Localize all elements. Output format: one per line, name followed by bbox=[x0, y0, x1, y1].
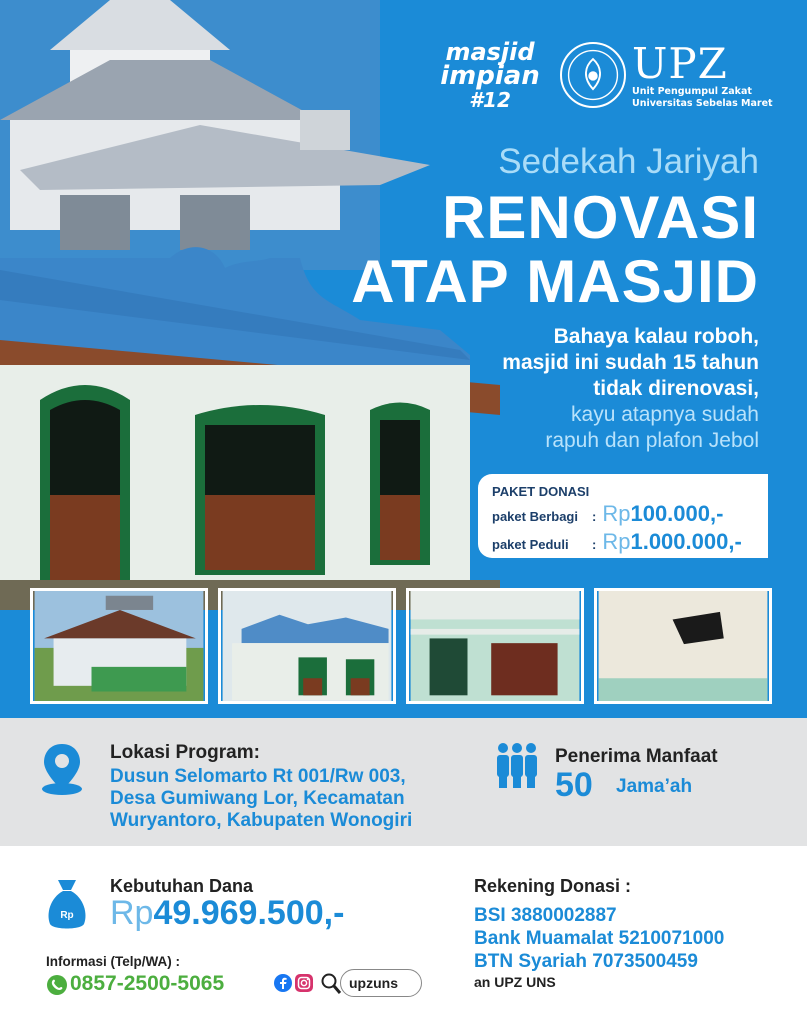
upz-logo bbox=[632, 39, 773, 110]
location-address bbox=[110, 766, 412, 832]
beneficiaries-count: 50 bbox=[555, 766, 593, 804]
paket-value: 100.000,- bbox=[630, 501, 724, 526]
paket-sep: : bbox=[592, 537, 597, 552]
headline-line2: ATAP MASJID bbox=[351, 248, 759, 315]
funding-title: Kebutuhan Dana bbox=[110, 876, 254, 896]
kicker-title: Sedekah Jariyah bbox=[498, 142, 759, 181]
brand-number: #12 bbox=[469, 88, 511, 112]
upz-name-line1: Unit Pengumpul Zakat bbox=[632, 86, 752, 97]
funding-value: 49.969.500,- bbox=[153, 894, 345, 932]
headline-line1: RENOVASI bbox=[442, 184, 759, 251]
paket-rp: Rp bbox=[602, 501, 631, 526]
facebook-icon[interactable] bbox=[274, 974, 292, 992]
desc-line2: masjid ini sudah 15 tahun bbox=[502, 351, 759, 374]
paket-rp: Rp bbox=[602, 529, 631, 554]
photo-mosque-exterior bbox=[30, 588, 208, 704]
photo-mosque-front bbox=[218, 588, 396, 704]
whatsapp-icon bbox=[46, 974, 68, 996]
funding-amount bbox=[110, 894, 344, 933]
bank-account-item: BTN Syariah 7073500459 bbox=[474, 951, 698, 972]
upz-seal-icon bbox=[560, 42, 626, 108]
desc-line3: tidak direnovasi, bbox=[593, 377, 759, 400]
main-headline bbox=[351, 186, 759, 314]
address-line3: Wuryantoro, Kabupaten Wonogiri bbox=[110, 810, 413, 831]
funding-rp: Rp bbox=[110, 894, 154, 932]
paket-amount bbox=[602, 529, 741, 555]
address-line2: Desa Gumiwang Lor, Kecamatan bbox=[110, 788, 405, 809]
money-bag-icon bbox=[44, 876, 90, 932]
masjid-impian-logo bbox=[430, 40, 550, 112]
account-holder: an UPZ UNS bbox=[474, 974, 556, 990]
paket-label: paket Peduli bbox=[492, 537, 569, 552]
paket-item bbox=[492, 529, 768, 555]
location-title: Lokasi Program: bbox=[110, 742, 260, 763]
money-bag-label: Rp bbox=[60, 910, 74, 921]
contact-title: Informasi (Telp/WA) : bbox=[46, 954, 180, 969]
donation-packages-card bbox=[478, 474, 768, 558]
social-handle[interactable]: upzuns bbox=[340, 969, 422, 997]
bank-account-item: BSI 3880002887 bbox=[474, 905, 617, 926]
brand-line2: impian bbox=[440, 61, 540, 91]
bank-accounts-title: Rekening Donasi : bbox=[474, 876, 632, 896]
brand-line1: masjid bbox=[445, 38, 535, 66]
search-icon bbox=[320, 972, 342, 996]
bank-account-item: Bank Muamalat 5210071000 bbox=[474, 928, 725, 949]
paket-label: paket Berbagi bbox=[492, 509, 578, 524]
desc-line4: kayu atapnya sudah bbox=[571, 403, 759, 426]
location-pin-icon bbox=[40, 742, 84, 796]
desc-line1: Bahaya kalau roboh, bbox=[553, 325, 759, 348]
campaign-description bbox=[502, 324, 759, 454]
paket-amount bbox=[602, 501, 723, 527]
paket-value: 1.000.000,- bbox=[630, 529, 742, 554]
photo-gallery bbox=[30, 588, 772, 704]
beneficiaries-title: Penerima Manfaat bbox=[555, 746, 718, 767]
upz-name-line2: Universitas Sebelas Maret bbox=[632, 98, 773, 109]
beneficiaries-unit: Jama’ah bbox=[616, 776, 693, 797]
address-line1: Dusun Selomarto Rt 001/Rw 003, bbox=[110, 766, 406, 787]
phone-number[interactable]: 0857-2500-5065 bbox=[70, 972, 225, 995]
paket-item bbox=[492, 501, 768, 527]
photo-mosque-interior bbox=[406, 588, 584, 704]
upz-wordmark: UPZ bbox=[632, 39, 728, 88]
photo-damaged-ceiling bbox=[594, 588, 772, 704]
people-icon bbox=[494, 742, 540, 790]
instagram-icon[interactable] bbox=[295, 974, 313, 992]
bank-accounts-list bbox=[474, 904, 724, 973]
desc-line5: rapuh dan plafon Jebol bbox=[545, 429, 759, 452]
paket-title: PAKET DONASI bbox=[492, 484, 590, 499]
paket-sep: : bbox=[592, 509, 597, 524]
